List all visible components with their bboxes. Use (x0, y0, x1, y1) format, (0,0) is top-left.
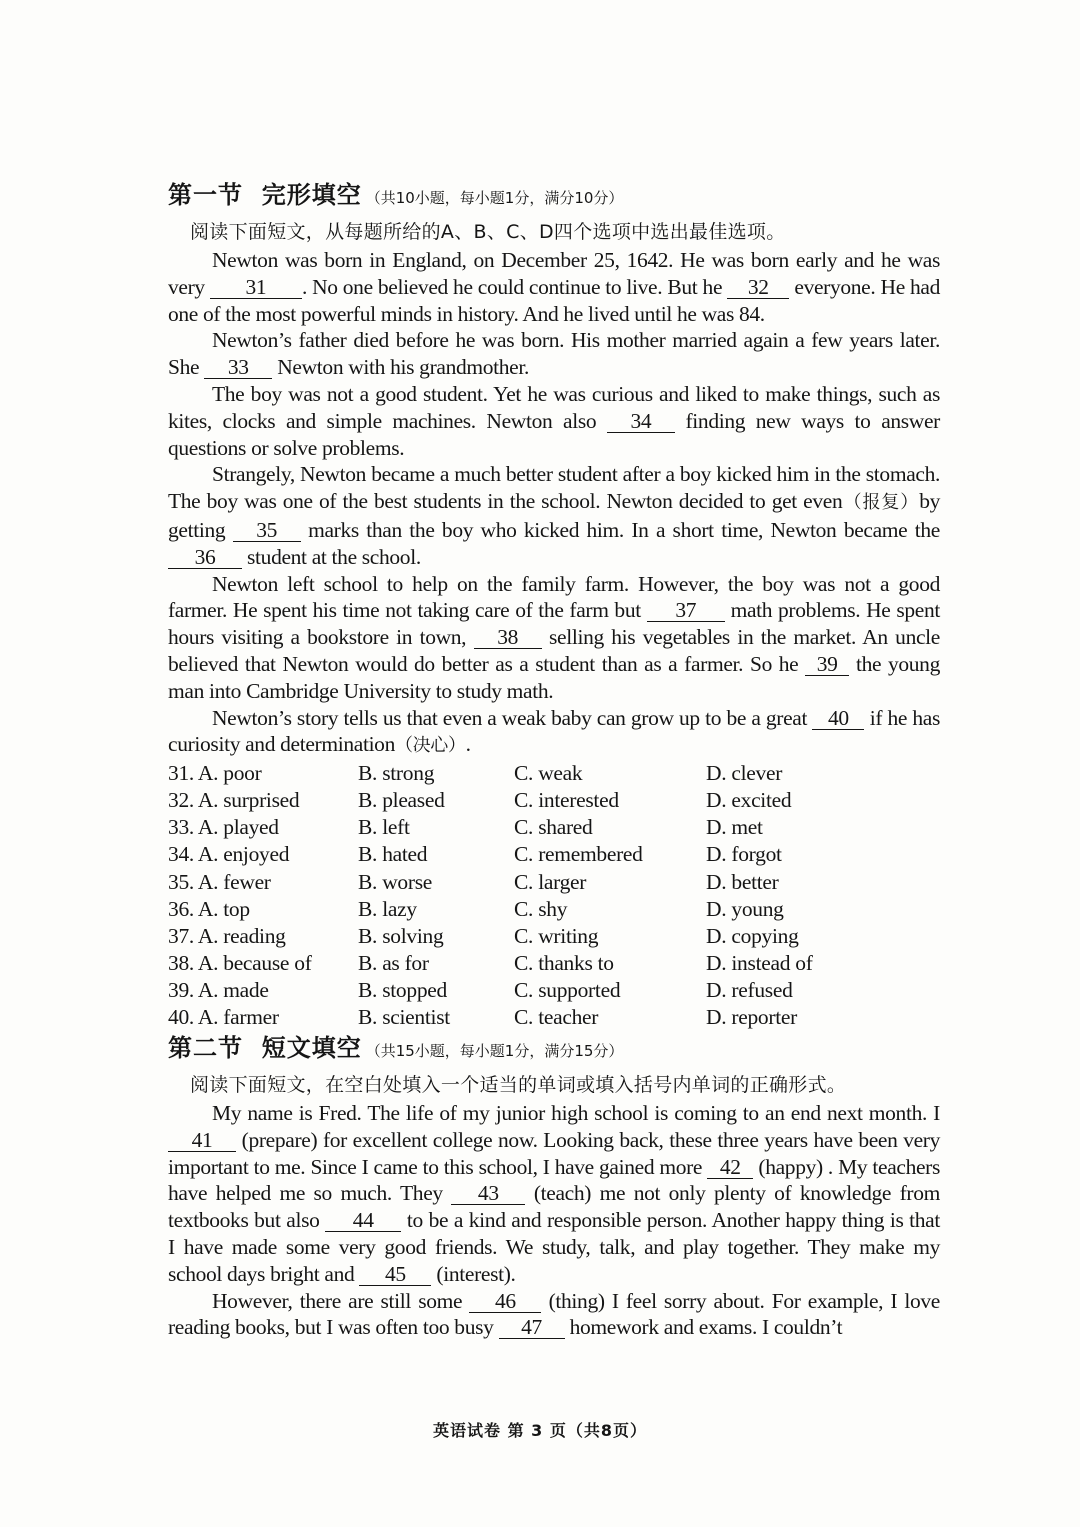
fill-in-passage (168, 1100, 940, 1341)
paragraph: Newton’s story tells us that even a weak baby can grow up to be a great 40 if he has curiosity and determination（决心）. (168, 705, 940, 757)
option-row: 31. A. poor B. strong C. weak D. clever (168, 761, 783, 786)
section2-header (168, 1031, 940, 1068)
option-row: 32. A. surprised B. pleased C. interested D. excited (168, 788, 792, 813)
cloze-passage (168, 247, 940, 760)
section2-title: 第二节 短文填空 (168, 1034, 362, 1063)
blank-32: 32 (727, 277, 789, 299)
section1-instruction: 阅读下面短文，从每题所给的A、B、C、D四个选项中选出最佳选项。 (190, 221, 786, 243)
paragraph: The boy was not a good student. Yet he was curious and liked to make things, such as kites, clocks and simple machines. Newton also 34 finding new ways to answer questions or solve problems. (168, 381, 940, 460)
section1-title: 第一节 完形填空 (168, 181, 362, 209)
blank-41: 41 (168, 1130, 236, 1152)
blank-34: 34 (607, 411, 675, 433)
blank-31: 31 (210, 277, 302, 299)
blank-36: 36 (168, 547, 242, 569)
blank-45: 45 (359, 1264, 431, 1286)
blank-43: 43 (451, 1183, 525, 1205)
blank-33: 33 (204, 357, 272, 379)
section1-note: （共10小题，每小题1分，满分10分） (365, 189, 624, 207)
option-row: 40. A. farmer B. scientist C. teacher D. reporter (168, 1004, 798, 1029)
option-row: 39. A. made B. stopped C. supported D. refused (168, 977, 793, 1002)
section1-header (168, 178, 940, 215)
paragraph: My name is Fred. The life of my junior high school is coming to an end next month. I 41 (prepare) for excellent college now. Looking back, these three years have been very important to me. Since I came to this school, I have gained more 42 (happy) . My teachers have helped me so much. They 43 (teach) me not only plenty of knowledge from textbooks but also 44 to be a kind and responsible person. Another happy thing is that I have made some very good friends. We study, talk, and play together. They make my school days bright and 45 (interest). (168, 1101, 941, 1286)
blank-38: 38 (474, 627, 542, 649)
option-row: 33. A. played B. left C. shared D. met (168, 815, 763, 840)
section2-instruction: 阅读下面短文，在空白处填入一个适当的单词或填入括号内单词的正确形式。 (190, 1074, 847, 1097)
option-row: 38. A. because of B. as for C. thanks to D. instead of (168, 950, 813, 975)
blank-47: 47 (499, 1317, 565, 1339)
paragraph: However, there are still some 46 (thing) I feel sorry about. For example, I love reading books, but I was often too busy 47 homework and exams. I couldn’t (168, 1288, 940, 1340)
options-table (168, 760, 940, 1031)
option-row: 34. A. enjoyed B. hated C. remembered D. forgot (168, 842, 782, 867)
option-row: 35. A. fewer B. worse C. larger D. better (168, 869, 779, 894)
blank-42: 42 (707, 1157, 753, 1179)
blank-39: 39 (805, 654, 849, 676)
blank-37: 37 (647, 600, 725, 622)
paragraph: Strangely, Newton became a much better student after a boy kicked him in the stomach. The boy was one of the best students in the school. Newton decided to get even（报复）by getting 35 marks than the boy who kicked him. In a short time, Newton became the 36 student at the school. (168, 462, 940, 569)
blank-46: 46 (469, 1291, 541, 1313)
blank-44: 44 (325, 1210, 401, 1232)
page-footer: 英语试卷 第 3 页（共8页） (433, 1421, 647, 1440)
blank-35: 35 (233, 520, 301, 542)
paragraph: Newton left school to help on the family farm. However, the boy was not a good farmer. He spent his time not taking care of the farm but 37 math problems. He spent hours visiting a bookstore in town, 38 selling his vegetables in the market. An uncle believed that Newton would do better as a student than as a farmer. So he 39 the young man into Cambridge University to study math. (168, 571, 940, 703)
option-row: 36. A. top B. lazy C. shy D. young (168, 896, 784, 921)
option-row: 37. A. reading B. solving C. writing D. copying (168, 923, 799, 948)
paragraph: Newton was born in England, on December 25, 1642. He was born early and he was very 31 . No one believed he could continue to live. But he 32 everyone. He had one of the most powerful minds in history. And he lived until he was 84. (168, 248, 941, 326)
blank-40: 40 (812, 708, 864, 730)
paragraph: Newton’s father died before he was born. His mother married again a few years later. She 33 Newton with his grandmother. (168, 328, 940, 380)
section2-note: （共15小题，每小题1分，满分15分） (365, 1042, 624, 1061)
